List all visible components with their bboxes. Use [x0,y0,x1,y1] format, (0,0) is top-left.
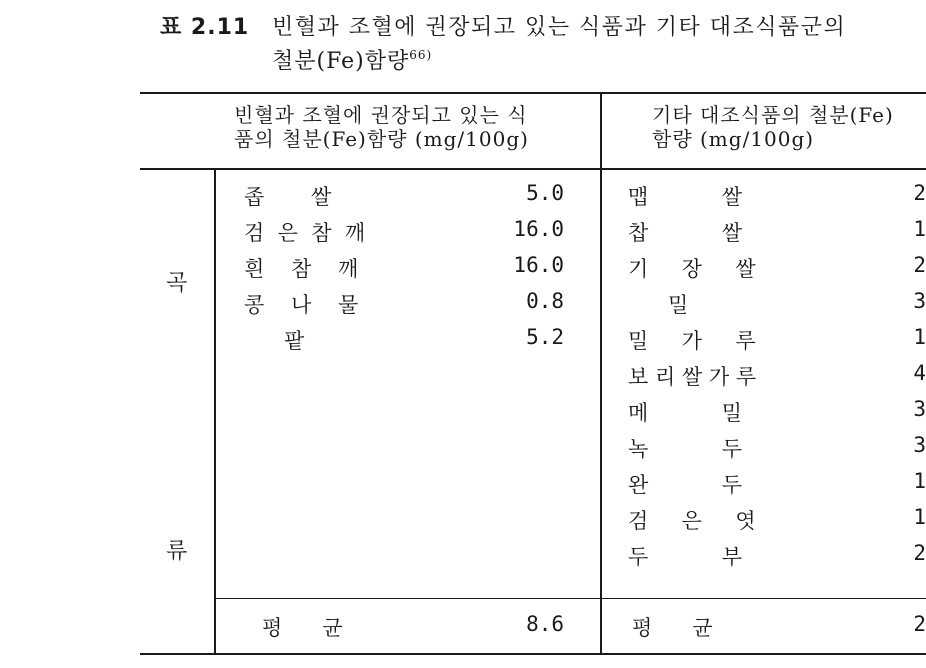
iron-value: 16.0 [513,217,564,241]
food-name: 검 은 참 깨 [244,221,366,245]
right-average-label: 평 균 [632,616,713,640]
table-title-line2 [272,44,432,75]
iron-value: 4 [913,361,926,385]
iron-value: 5.2 [526,325,564,349]
category-label-top: 곡 [166,271,188,296]
food-name: 팥 [244,329,305,353]
iron-value: 3 [913,289,926,313]
iron-value: 2 [913,181,926,205]
iron-value: 1 [913,469,926,493]
food-name: 두 부 [628,545,743,569]
right-average-value: 2 [913,612,926,636]
reference-marker: 66) [409,48,433,62]
table-number: 표 2.11 [160,15,250,40]
food-name: 흰 참 깨 [244,257,359,281]
food-name: 밀 [628,293,689,317]
category-divider [214,170,216,653]
top-rule [140,92,926,94]
right-header-line2: 함량 (mg/100g) [652,127,815,151]
iron-value: 5.0 [526,181,564,205]
food-name: 기 장 쌀 [628,257,756,281]
iron-value: 2 [913,253,926,277]
column-divider [600,94,602,653]
bottom-rule [140,653,926,655]
category-label-bottom: 류 [166,539,188,564]
food-name: 밀 가 루 [628,329,756,353]
iron-value: 16.0 [513,253,564,277]
food-name: 보 리 쌀 가 루 [628,365,757,389]
food-name: 검 은 엿 [628,509,756,533]
iron-value: 3 [913,397,926,421]
right-header-line1: 기타 대조식품의 철분(Fe) [652,103,894,127]
food-name: 메 밀 [628,401,743,425]
food-name: 녹 두 [628,437,743,461]
iron-value: 1 [913,505,926,529]
iron-value: 1 [913,325,926,349]
food-name: 콩 나 물 [244,293,359,317]
iron-value: 0.8 [526,289,564,313]
food-name: 찹 쌀 [628,221,743,245]
left-header-line2: 품의 철분(Fe)함량 (mg/100g) [234,127,529,151]
table-title-line2-text: 철분(Fe)함량 [272,49,410,74]
left-average-label: 평 균 [262,616,343,640]
table-title-line1: 빈혈과 조혈에 권장되고 있는 식품과 기타 대조식품군의 [272,15,847,40]
iron-value: 3 [913,433,926,457]
left-average-value: 8.6 [526,612,564,636]
food-name: 좁 쌀 [244,185,332,209]
header-rule [140,168,926,170]
food-name: 맵 쌀 [628,185,743,209]
average-rule [215,598,926,599]
iron-value: 2 [913,541,926,565]
iron-value: 1 [913,217,926,241]
left-header-line1: 빈혈과 조혈에 권장되고 있는 식 [234,103,528,127]
food-name: 완 두 [628,473,743,497]
